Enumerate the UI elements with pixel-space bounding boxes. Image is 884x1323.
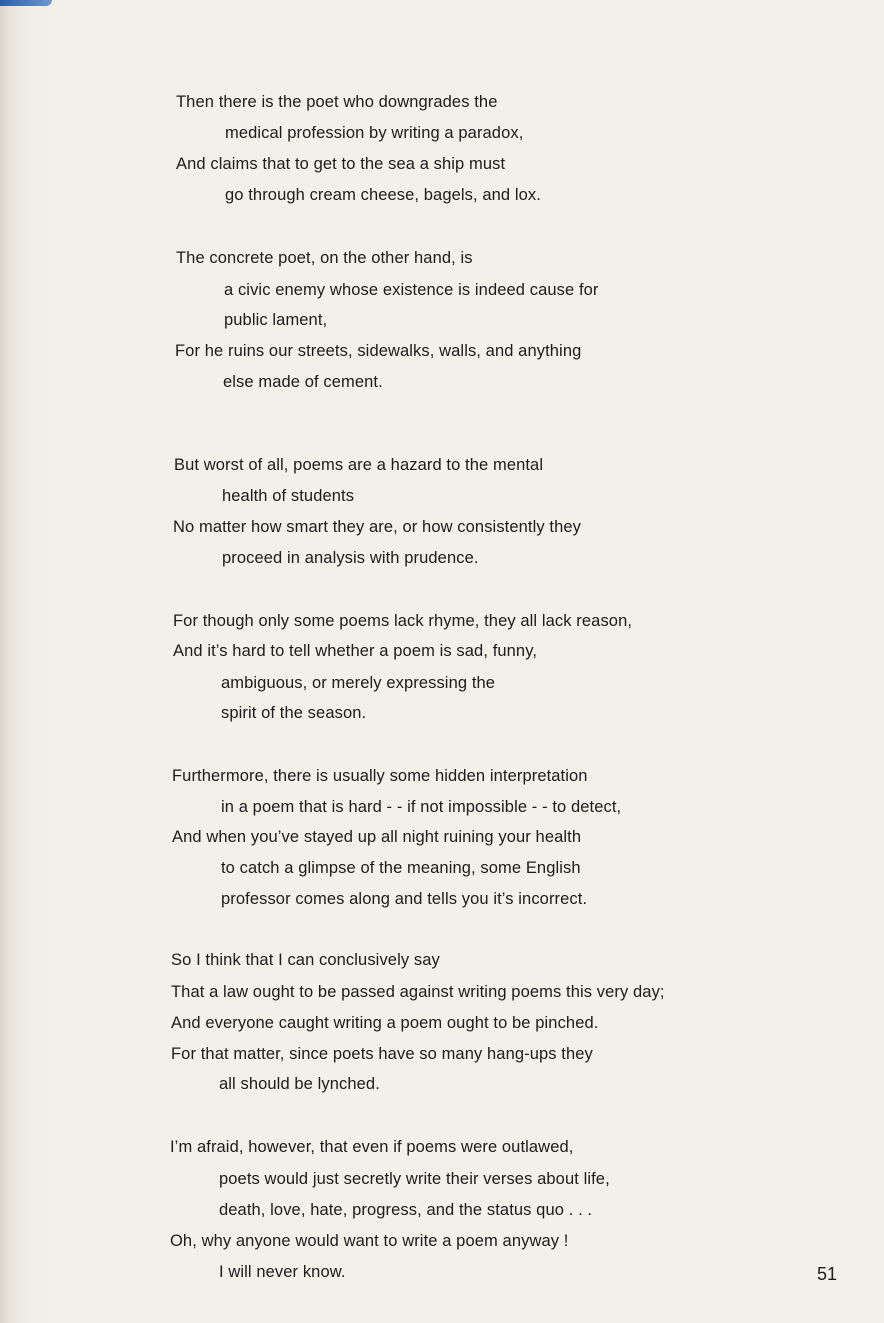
poem-line: So I think that I can conclusively say — [171, 951, 440, 969]
poem-line: in a poem that is hard - - if not impossible - - to detect, — [221, 798, 622, 816]
poem-line: Oh, why anyone would want to write a poem anyway ! — [170, 1232, 569, 1250]
poem-line: And it’s hard to tell whether a poem is sad, funny, — [173, 642, 538, 660]
poem-line: a civic enemy whose existence is indeed cause for — [224, 281, 599, 299]
poem-line: go through cream cheese, bagels, and lox. — [225, 186, 541, 204]
poem-line: And when you’ve stayed up all night ruining your health — [172, 828, 582, 846]
poem-line: That a law ought to be passed against writing poems this very day; — [171, 983, 665, 1001]
poem-line: all should be lynched. — [219, 1075, 380, 1093]
poem-line: For he ruins our streets, sidewalks, walls, and anything — [175, 342, 582, 360]
poem-line: And claims that to get to the sea a ship must — [176, 155, 506, 173]
poem-line: else made of cement. — [223, 373, 383, 391]
poem-line: spirit of the season. — [221, 704, 367, 722]
poem-line: For though only some poems lack rhyme, they all lack reason, — [173, 612, 633, 630]
poem-line: professor comes along and tells you it’s incorrect. — [221, 890, 588, 908]
poem-line: I will never know. — [219, 1263, 346, 1281]
poem-line: I’m afraid, however, that even if poems were outlawed, — [170, 1138, 574, 1156]
poem-line: Furthermore, there is usually some hidden interpretation — [172, 767, 588, 785]
page-number: 51 — [817, 1264, 838, 1284]
poem-line: Then there is the poet who downgrades the — [176, 93, 498, 111]
poem-line: But worst of all, poems are a hazard to the mental — [174, 456, 544, 474]
poem-line: health of students — [222, 487, 355, 505]
poem-line: ambiguous, or merely expressing the — [221, 674, 496, 692]
poem-line: For that matter, since poets have so many hang-ups they — [171, 1045, 593, 1063]
poem-line: death, love, hate, progress, and the status quo . . . — [219, 1201, 593, 1219]
poem-line: medical profession by writing a paradox, — [225, 124, 524, 142]
poem-line: The concrete poet, on the other hand, is — [176, 249, 473, 267]
poem-line: No matter how smart they are, or how consistently they — [173, 518, 581, 536]
poem-line: to catch a glimpse of the meaning, some English — [221, 859, 581, 877]
poem-line: proceed in analysis with prudence. — [222, 549, 479, 567]
poem-line: And everyone caught writing a poem ought to be pinched. — [171, 1014, 599, 1032]
poem-line: public lament, — [224, 311, 328, 329]
poem-line: poets would just secretly write their verses about life, — [219, 1170, 610, 1188]
